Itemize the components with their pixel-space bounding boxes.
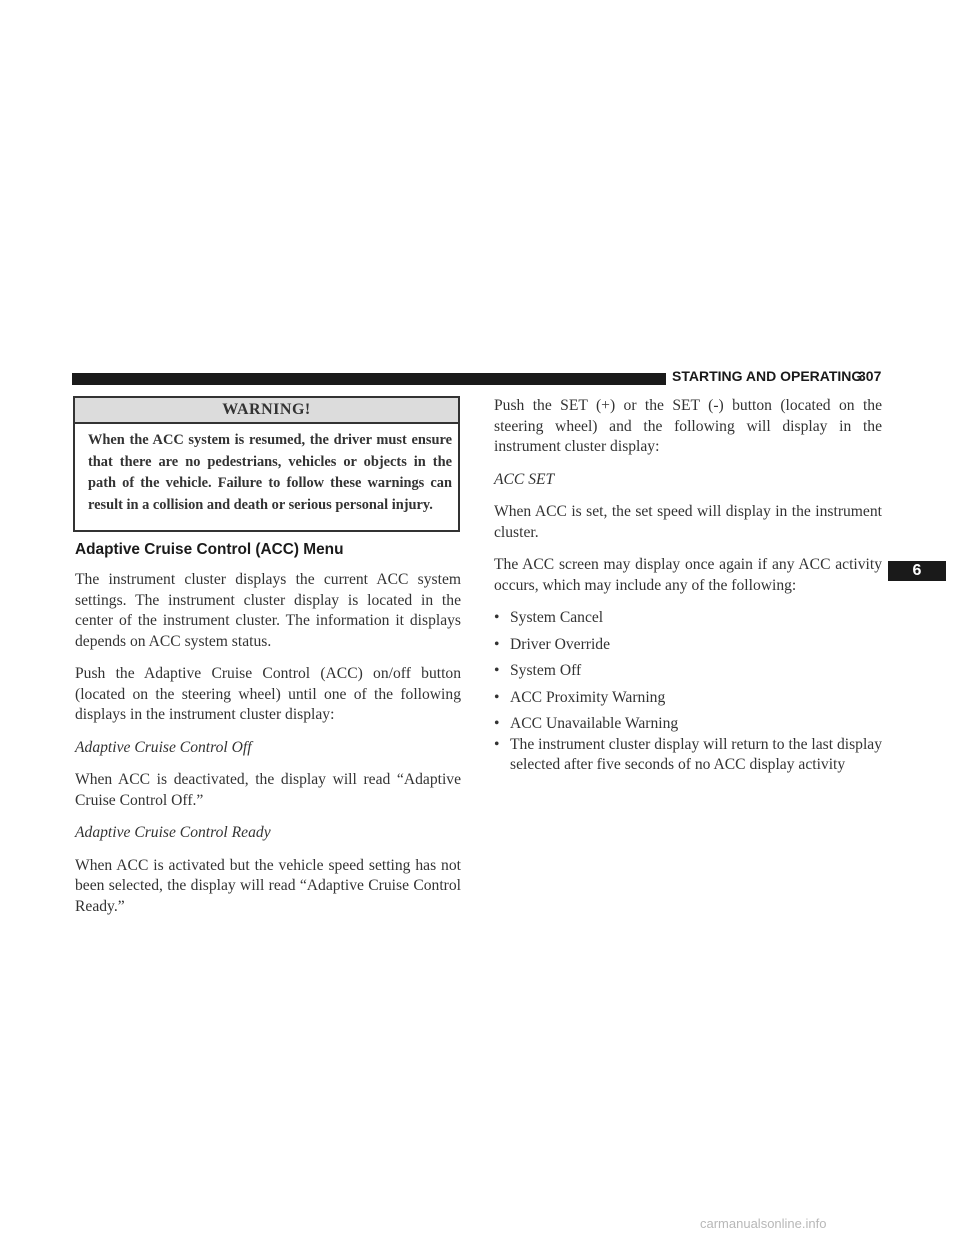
- bullet-icon: •: [494, 715, 500, 732]
- list-item: [494, 714, 882, 735]
- left-column: [75, 540, 461, 929]
- list-item-text: ACC Unavailable Warning: [510, 715, 679, 732]
- page-number: 307: [858, 368, 882, 384]
- bullet-icon: •: [494, 735, 500, 753]
- bullet-icon: •: [494, 662, 500, 679]
- bullet-icon: •: [494, 635, 500, 653]
- subheading: Adaptive Cruise Control Off: [75, 738, 252, 756]
- list-item-text: The instrument cluster display will return to the last display selected after five seconds of no ACC display activity: [510, 735, 883, 773]
- paragraph: Push the SET (+) or the SET (-) button (located on the steering wheel) and the following will display in the instrument cluster display:: [494, 397, 882, 455]
- bullet-icon: •: [494, 609, 500, 626]
- paragraph: When ACC is activated but the vehicle speed setting has not been selected, the display will read “Adaptive Cruise Control Ready.”: [75, 856, 461, 915]
- section-heading: Adaptive Cruise Control (ACC) Menu: [75, 541, 344, 558]
- chapter-tab: 6: [888, 561, 946, 581]
- bullet-icon: •: [494, 688, 500, 706]
- right-column: [494, 396, 882, 782]
- list-item-text: Driver Override: [510, 635, 611, 653]
- list-item: [494, 735, 882, 776]
- list-item: [494, 635, 882, 656]
- paragraph: When ACC is set, the set speed will display in the instrument cluster.: [494, 503, 882, 541]
- bullet-list: [494, 608, 882, 776]
- paragraph: The ACC screen may display once again if any ACC activity occurs, which may include any of the following:: [494, 556, 882, 594]
- paragraph: The instrument cluster displays the current ACC system settings. The instrument cluster display is located in the center of the instrument cluster. The information it displays depends on ACC system status.: [75, 571, 461, 650]
- watermark: carmanualsonline.info: [700, 1216, 827, 1231]
- paragraph: When ACC is deactivated, the display will read “Adaptive Cruise Control Off.”: [75, 771, 461, 809]
- list-item: [494, 608, 882, 629]
- warning-text: When the ACC system is resumed, the driver must ensure that there are no pedestrians, vehicles or objects in the path of the vehicle. Failure to follow these warnings can result in a collision and death or serious personal injury.: [88, 432, 452, 513]
- warning-title: WARNING!: [75, 398, 458, 424]
- subheading: Adaptive Cruise Control Ready: [75, 824, 271, 841]
- list-item: [494, 661, 882, 682]
- subheading: ACC SET: [494, 470, 555, 488]
- paragraph: Push the Adaptive Cruise Control (ACC) on/off button (located on the steering wheel) until one of the following displays in the instrument cluster display:: [75, 665, 461, 723]
- header-rule: [72, 373, 666, 385]
- list-item-text: System Off: [510, 662, 582, 679]
- list-item: [494, 688, 882, 709]
- running-header-section: STARTING AND OPERATING: [672, 368, 863, 384]
- warning-box: [73, 396, 460, 532]
- list-item-text: System Cancel: [510, 609, 604, 626]
- list-item-text: ACC Proximity Warning: [510, 688, 666, 706]
